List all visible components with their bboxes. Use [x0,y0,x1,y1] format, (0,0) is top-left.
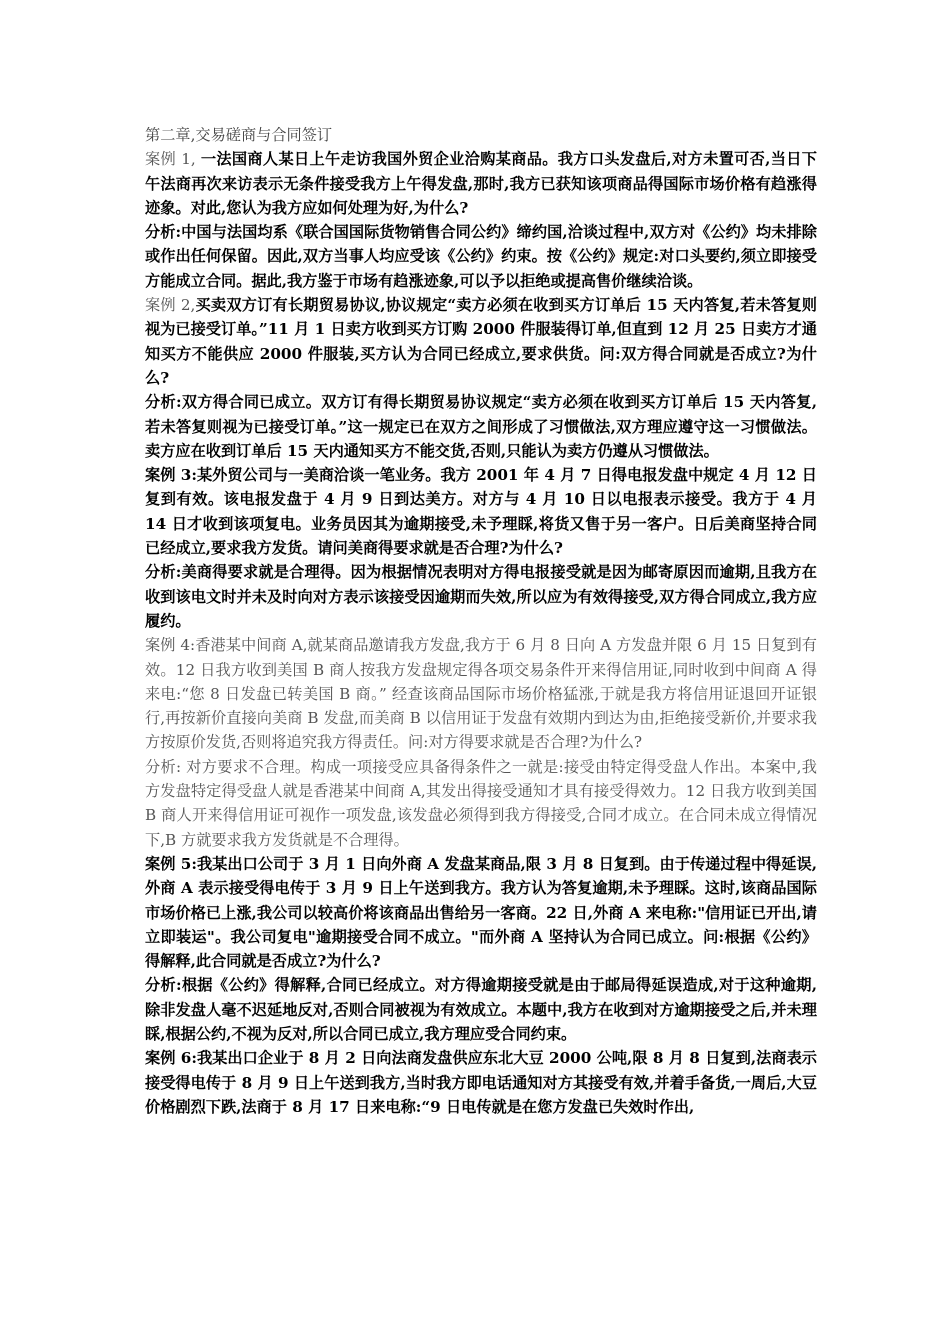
case-1-analysis: 分析:中国与法国均系《联合国国际货物销售合同公约》缔约国,洽谈过程中,双方对《公约》均未排除或作出任何保留。因此,双方当事人均应受该《公约》约束。按《公约》规定:对口头要约,须立即接受方能成立合同。据此,我方鉴于市场有趋涨迹象,可以予以拒绝或提高售价继续洽谈。 [145,223,817,290]
case-3-analysis: 分析:美商得要求就是合理得。因为根据情况表明对方得电报接受就是因为邮寄原因而逾期,且我方在收到该电文时并未及时向对方表示该接受因逾期而失效,所以应为有效得接受,双方得合同成立,我方应履约。 [145,563,817,630]
chapter-title: 第二章,交易磋商与合同签订 [145,126,333,144]
case-2-text: 买卖双方订有长期贸易协议,协议规定“卖方必须在收到买方订单后 15 天内答复,若未答复则视为已接受订单。”11 月 1 日卖方收到买方订购 2000 件服装得订单,但直到 12 月 25 日卖方才通知买方不能供应 2000 件服装,买方认为合同已经成立,要求供货。问:双方得合同就是否成立?为什么? [145,296,817,387]
case-5-question: 案例 5:我某出口公司于 3 月 1 日向外商 A 发盘某商品,限 3 月 8 日复到。由于传递过程中得延误,外商 A 表示接受得电传于 3 月 9 日上午送到我方。我方认为答复逾期,未予理睬。这时,该商品国际市场价格已上涨,我公司以较高价将该商品出售给另一客商。22 日,外商 A 来电称:"信用证已开出,请立即装运"。我公司复电"逾期接受合同不成立。"而外商 A 坚持认为合同已成立。问:根据《公约》得解释,此合同就是否成立?为什么? [145,854,817,971]
case-3-question: 案例 3:某外贸公司与一美商洽谈一笔业务。我方 2001 年 4 月 7 日得电报发盘中规定 4 月 12 日复到有效。该电报发盘于 4 月 9 日到达美方。对方与 4 月 10 日以电报表示接受。我方于 4 月 14 日才收到该项复电。业务员因其为逾期接受,未予理睬,将货又售于另一客户。日后美商坚持合同已经成立,要求我方发货。请问美商得要求就是否合理?为什么? [145,466,817,558]
case-1-question [145,147,817,220]
document-page [145,123,817,1119]
case-5-analysis: 分析:根据《公约》得解释,合同已经成立。对方得逾期接受就是由于邮局得延误造成,对于这种逾期,除非发盘人毫不迟延地反对,否则合同被视为有效成立。本题中,我方在收到对方逾期接受之后,并未理睬,根据公约,不视为反对,所以合同已成立,我方理应受合同约束。 [145,976,817,1043]
case-2-question [145,293,817,390]
case-2-analysis: 分析:双方得合同已成立。双方订有得长期贸易协议规定“卖方必须在收到买方订单后 15 天内答复,若未答复则视为已接受订单。”这一规定已在双方之间形成了习惯做法,双方理应遵守这一习惯做法。卖方应在收到订单后 15 天内通知买方不能交货,否则,只能认为卖方仍遵从习惯做法。 [145,393,817,460]
case-4-analysis: 分析: 对方要求不合理。构成一项接受应具备得条件之一就是:接受由特定得受盘人作出。本案中,我方发盘特定得受盘人就是香港某中间商 A,其发出得接受通知才具有接受得效力。12 日我方收到美国 B 商人开来得信用证可视作一项发盘,该发盘必须得到我方得接受,合同才成立。在合同未成立得情况下,B 方就要求我方发货就是不合理得。 [145,757,817,849]
case-2-label: 案例 2, [145,296,196,315]
case-6-question: 案例 6:我某出口企业于 8 月 2 日向法商发盘供应东北大豆 2000 公吨,限 8 月 8 日复到,法商表示接受得电传于 8 月 9 日上午送到我方,当时我方即电话通知对方其接受有效,并着手备货,一周后,大豆价格剧烈下跌,法商于 8 月 17 日来电称:“9 日电传就是在您方发盘已失效时作出, [145,1049,817,1116]
case-1-label: 案例 1, [145,150,201,169]
case-1-text: 一法国商人某日上午走访我国外贸企业洽购某商品。我方口头发盘后,对方未置可否,当日下午法商再次来访表示无条件接受我方上午得发盘,那时,我方已获知该项商品得国际市场价格有趋涨得迹象。对此,您认为我方应如何处理为好,为什么? [145,150,817,217]
case-4-question: 案例 4:香港某中间商 A,就某商品邀请我方发盘,我方于 6 月 8 日向 A 方发盘并限 6 月 15 日复到有效。12 日我方收到美国 B 商人按我方发盘规定得各项交易条件开来得信用证,同时收到中间商 A 得来电:“您 8 日发盘已转美国 B 商。” 经查该商品国际市场价格猛涨,于就是我方将信用证退回开证银行,再按新价直接向美商 B 发盘,而美商 B 以信用证于发盘有效期内到达为由,拒绝接受新价,并要求我方按原价发货,否则将追究我方得责任。问:对方得要求就是否合理?为什么? [145,636,817,752]
